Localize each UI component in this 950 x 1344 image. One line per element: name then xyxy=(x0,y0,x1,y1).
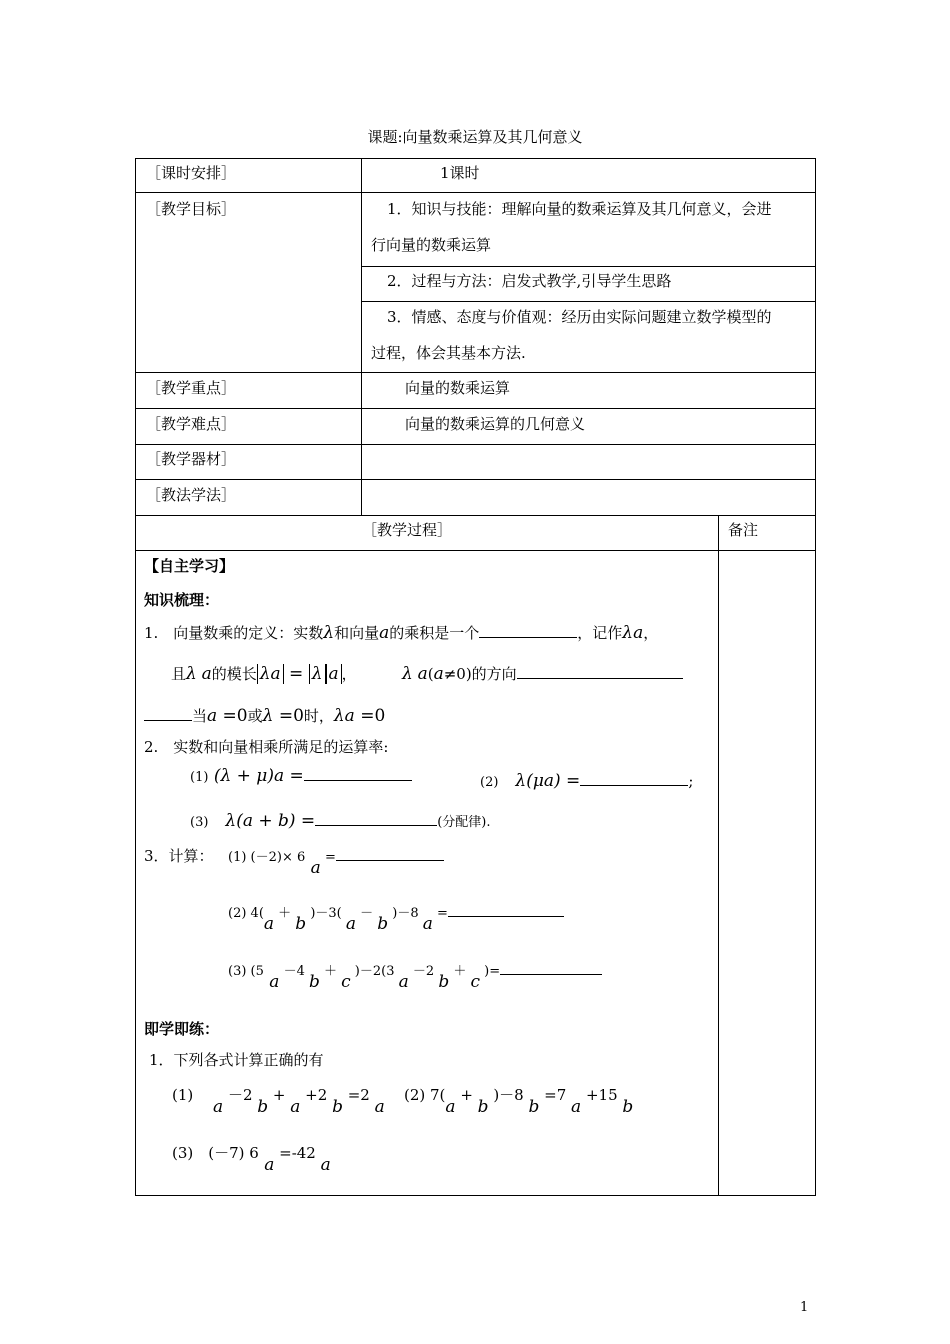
objective-3-line-2: 过程，体会其基本方法. xyxy=(371,344,526,362)
q1-modulus: 且λ a的模长 λa = λ a ， xyxy=(171,664,357,684)
key-point-label: ［教学重点］ xyxy=(146,379,237,397)
remarks-header: 备注 xyxy=(728,521,759,539)
process-header: ［教学过程］ xyxy=(362,521,453,539)
difficulty-value: 向量的数乘运算的几何意义 xyxy=(405,415,586,433)
objectives-label: ［教学目标］ xyxy=(146,200,237,218)
q3-item-3: (3) (5 a －4 b ＋ c )－2(3 a －2 b ＋ c )= xyxy=(228,960,602,980)
schedule-value: 1课时 xyxy=(440,164,480,182)
key-point-value: 向量的数乘运算 xyxy=(405,379,511,397)
method-label: ［教法学法］ xyxy=(146,486,237,504)
page-number: 1 xyxy=(800,1300,809,1315)
q2-heading: 2. 实数和向量相乘所满足的运算率: xyxy=(144,738,389,756)
practice-q1: 1．下列各式计算正确的有 xyxy=(149,1051,324,1069)
objective-1-line-2: 行向量的数乘运算 xyxy=(371,236,492,254)
q2-rule-2: (2) λ(μa) = ; xyxy=(480,771,694,791)
q1-definition: 1. 向量数乘的定义：实数λ和向量a的乘积是一个 ，记作λa， xyxy=(144,623,659,643)
q2-rule-3: (3) λ(a + b) = (分配律). xyxy=(190,811,491,831)
self-study-heading: 【自主学习】 xyxy=(144,557,235,575)
equipment-label: ［教学器材］ xyxy=(146,450,237,468)
practice-heading: 即学即练： xyxy=(144,1020,220,1038)
schedule-label: ［课时安排］ xyxy=(146,164,237,182)
practice-option-3: (3) (－7) 6 a =-42 a xyxy=(172,1144,331,1175)
objective-3-line-1: 3．情感、态度与价值观：经历由实际问题建立数学模型的 xyxy=(387,308,772,326)
q2-rule-1: (1) (λ + μ)a = xyxy=(190,766,412,786)
practice-option-2: (2) 7(a + b )－8 b =7 a +15 b xyxy=(404,1086,634,1117)
difficulty-label: ［教学难点］ xyxy=(146,415,237,433)
q1-direction: λ a(a≠0)的方向 xyxy=(402,663,683,684)
objective-2: 2．过程与方法：启发式教学,引导学生思路 xyxy=(387,272,672,290)
page-title: 课题:向量数乘运算及其几何意义 xyxy=(367,128,583,146)
q3-item-1: (1) (－2)× 6 a = xyxy=(228,846,444,866)
knowledge-heading: 知识梳理： xyxy=(144,591,220,609)
objective-1-line-1: 1．知识与技能：理解向量的数乘运算及其几何意义，会进 xyxy=(387,200,772,218)
q3-label: 3．计算： xyxy=(144,847,214,865)
practice-option-1: (1) a －2 b + a +2 b =2 a xyxy=(172,1086,385,1117)
q3-item-2: (2) 4(a ＋ b )－3( a － b )－8 a = xyxy=(228,902,564,922)
q1-zero-case: 当a =0或λ =0时，λa =0 xyxy=(144,705,385,726)
